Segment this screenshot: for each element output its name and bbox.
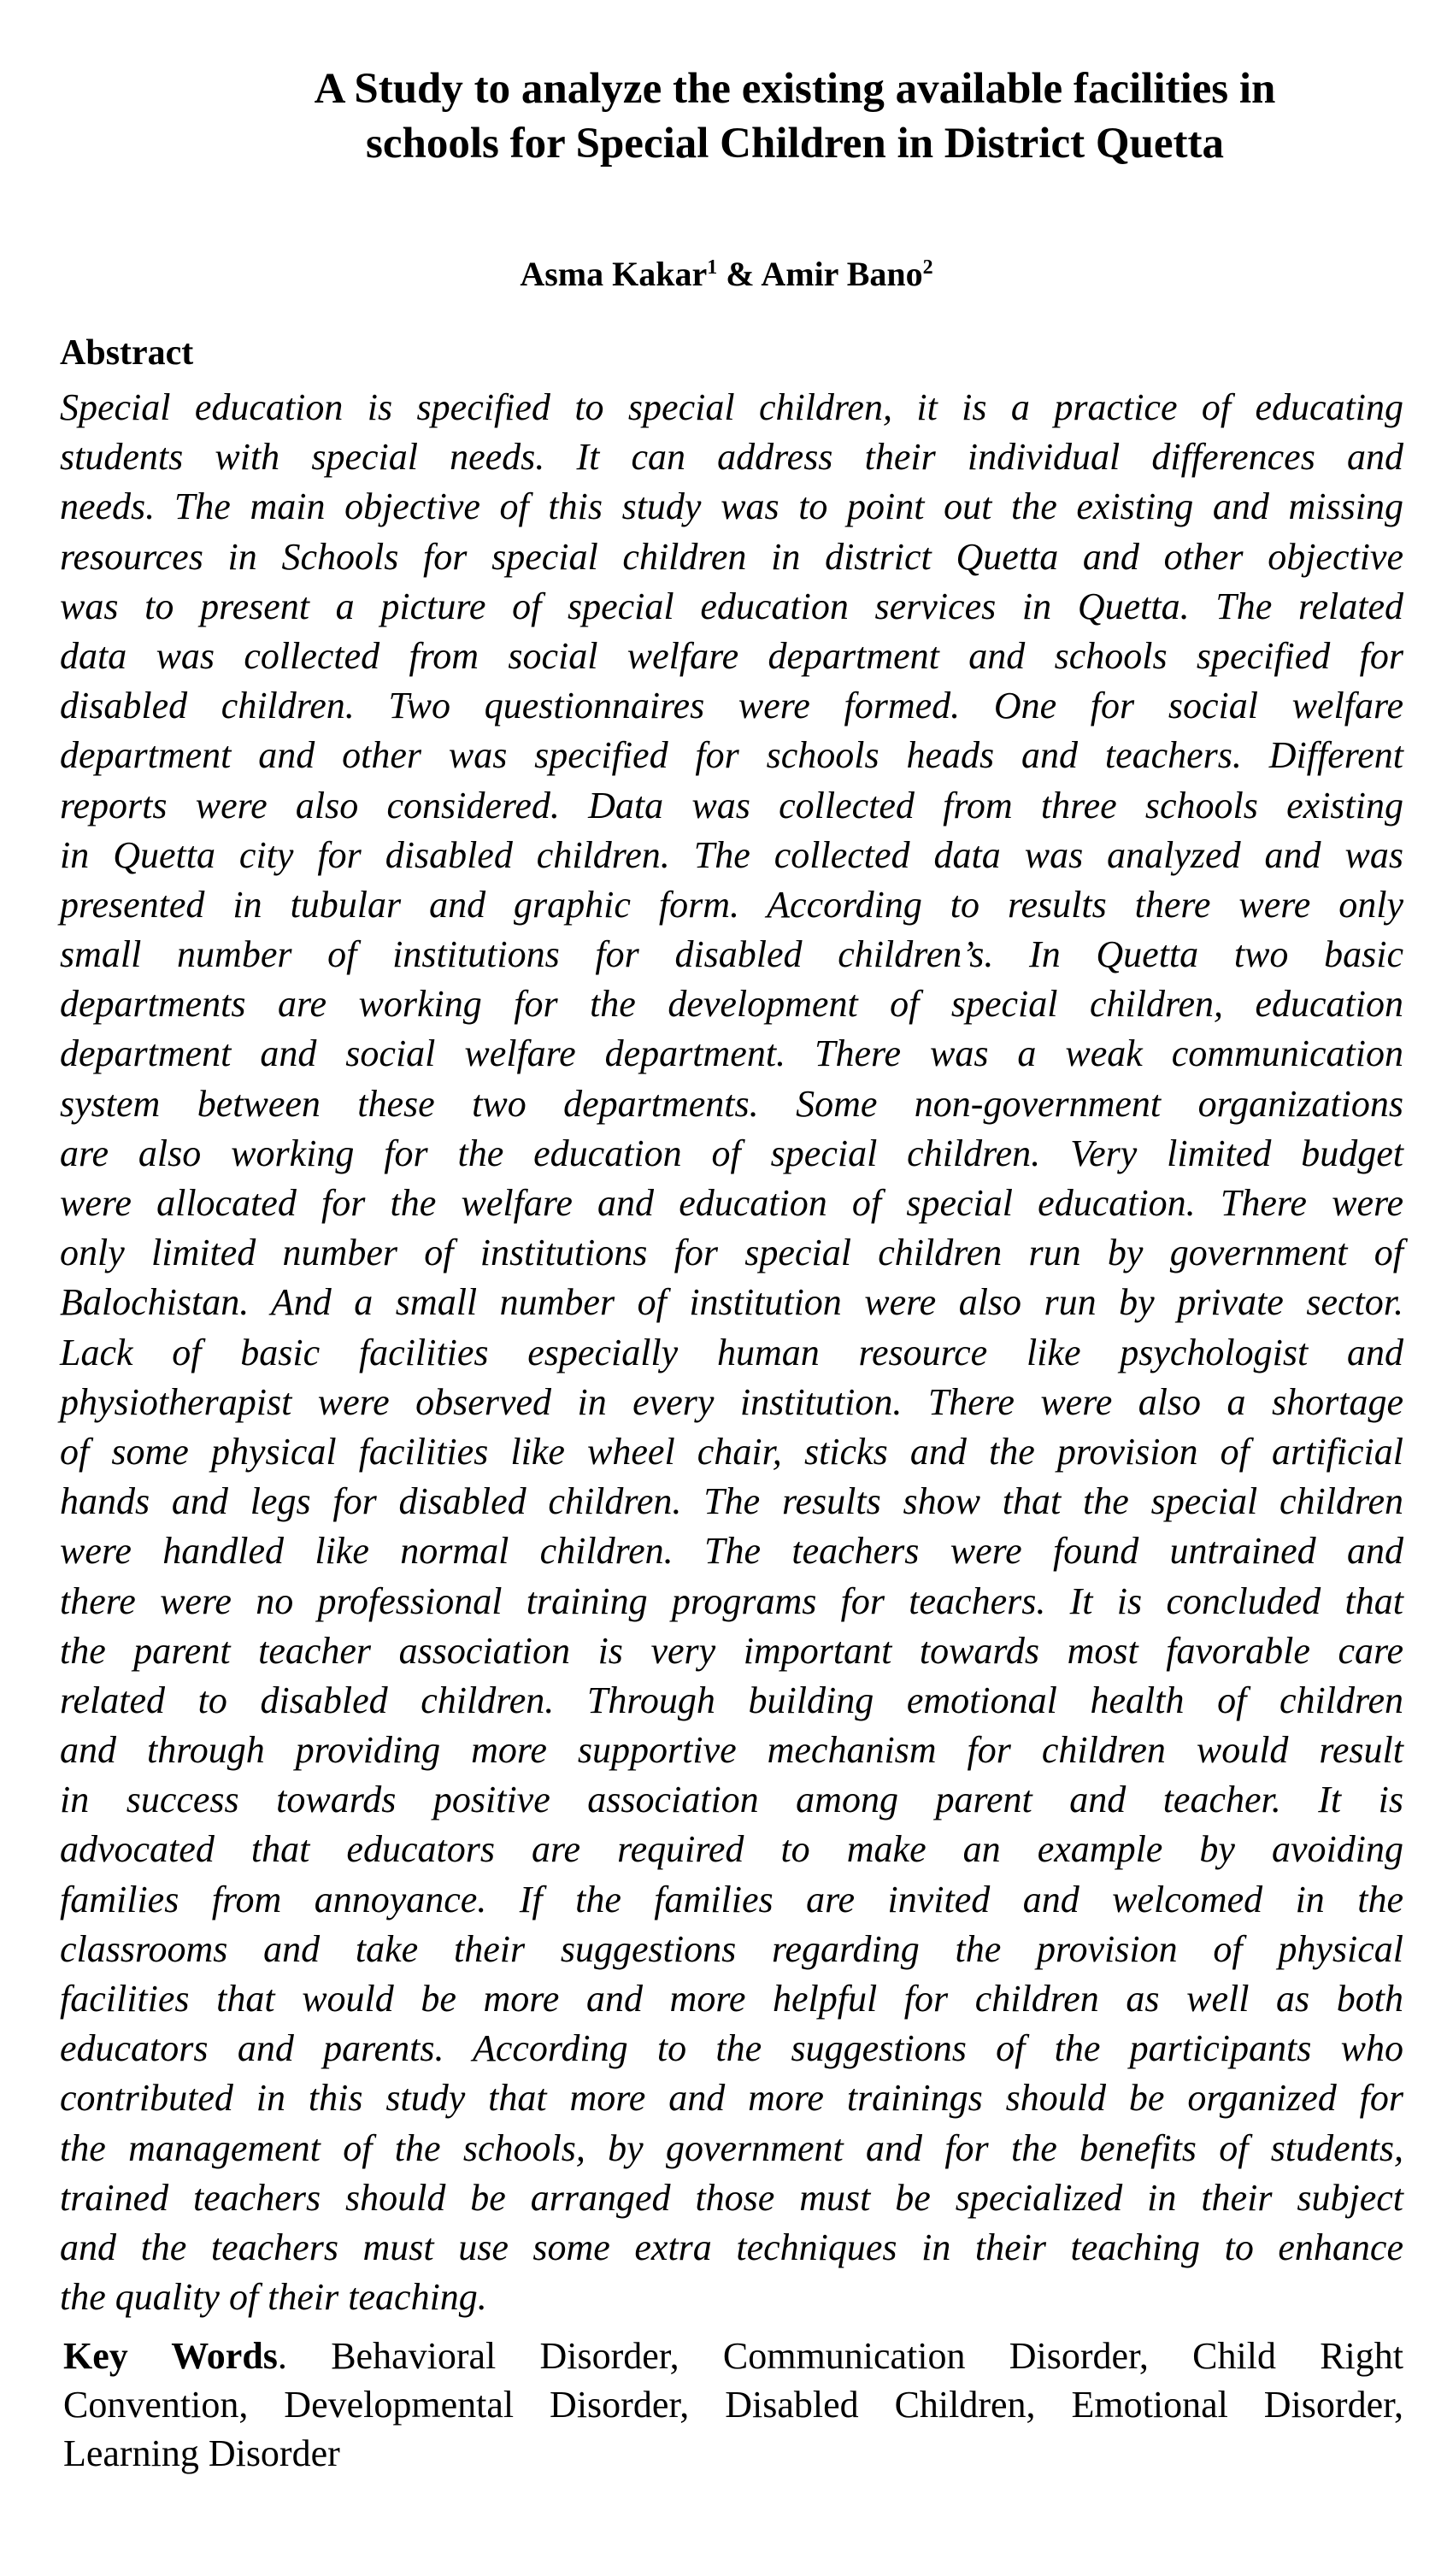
abstract-line: were handled like normal children. The teachers were found untrained and bbox=[60, 1530, 1403, 1573]
abstract-line: in success towards positive association among parent and teacher. It is bbox=[60, 1779, 1403, 1821]
title-line: schools for Special Children in District Quetta bbox=[366, 120, 1224, 168]
paper-title bbox=[171, 62, 1419, 171]
abstract-line: department and social welfare department. There was a weak communication bbox=[60, 1032, 1403, 1075]
author-separator: & bbox=[717, 255, 762, 293]
abstract-line: presented in tubular and graphic form. According to results there were only bbox=[60, 883, 1403, 926]
abstract-line: small number of institutions for disabled children’s. In Quetta two basic bbox=[60, 933, 1403, 976]
abstract-line: educators and parents. According to the suggestions of the participants who bbox=[60, 2027, 1403, 2070]
abstract-line: resources in Schools for special children in district Quetta and other objective bbox=[60, 535, 1403, 578]
author-name: Amir Bano bbox=[761, 255, 923, 293]
keywords-text: Behavioral Disorder, Communication Disorder, Child Right bbox=[331, 2335, 1404, 2377]
abstract-line: of some physical facilities like wheel chair, sticks and the provision of artificial bbox=[60, 1430, 1403, 1473]
abstract-line: Balochistan. And a small number of institution were also run by private sector. bbox=[60, 1281, 1403, 1324]
title-line: A Study to analyze the existing available facilities in bbox=[314, 65, 1276, 113]
abstract-body bbox=[60, 383, 1403, 2322]
abstract-line: needs. The main objective of this study was to point out the existing and missing bbox=[60, 485, 1403, 528]
abstract-line: hands and legs for disabled children. The results show that the special children bbox=[60, 1480, 1403, 1523]
keywords-label: Key Words bbox=[63, 2335, 278, 2377]
abstract-line: families from annoyance. If the families are invited and welcomed in the bbox=[60, 1878, 1403, 1920]
abstract-line: departments are working for the development of special children, education bbox=[60, 983, 1403, 1026]
abstract-line: there were no professional training programs for teachers. It is concluded that bbox=[60, 1579, 1403, 1622]
abstract-line: Special education is specified to special children, it is a practice of educating bbox=[60, 386, 1403, 428]
keywords-line: Learning Disorder bbox=[63, 2432, 340, 2474]
abstract-line: facilities that would be more and more helpful for children as well as both bbox=[60, 1978, 1403, 2020]
abstract-line: data was collected from social welfare department and schools specified for bbox=[60, 634, 1403, 677]
abstract-line: contributed in this study that more and more trainings should be organized for bbox=[60, 2077, 1403, 2120]
abstract-line: in Quetta city for disabled children. The collected data was analyzed and was bbox=[60, 833, 1403, 876]
abstract-line: department and other was specified for schools heads and teachers. Different bbox=[60, 734, 1403, 777]
keywords-section bbox=[63, 2332, 1403, 2478]
abstract-line: and through providing more supportive mechanism for children would result bbox=[60, 1729, 1403, 1772]
abstract-heading: Abstract bbox=[60, 333, 194, 373]
affiliation-mark: 1 bbox=[707, 256, 718, 279]
abstract-line: physiotherapist were observed in every institution. There were also a shortage bbox=[60, 1380, 1403, 1423]
abstract-line: advocated that educators are required to make an example by avoiding bbox=[60, 1828, 1403, 1871]
author-name: Asma Kakar bbox=[520, 255, 708, 293]
abstract-line: are also working for the education of special children. Very limited budget bbox=[60, 1132, 1403, 1174]
abstract-line: the quality of their teaching. bbox=[60, 2276, 487, 2319]
abstract-line: was to present a picture of special education services in Quetta. The related bbox=[60, 585, 1403, 627]
keywords-line bbox=[63, 2332, 1403, 2380]
affiliation-mark: 2 bbox=[922, 256, 933, 279]
abstract-line: related to disabled children. Through building emotional health of children bbox=[60, 1679, 1403, 1721]
abstract-line: system between these two departments. Some non-government organizations bbox=[60, 1082, 1403, 1125]
abstract-line: reports were also considered. Data was collected from three schools existing bbox=[60, 784, 1403, 826]
abstract-line: disabled children. Two questionnaires were formed. One for social welfare bbox=[60, 685, 1403, 727]
abstract-line: were allocated for the welfare and education of special education. There were bbox=[60, 1182, 1403, 1224]
keywords-label-punct: . bbox=[277, 2335, 332, 2377]
abstract-line: classrooms and take their suggestions regarding the provision of physical bbox=[60, 1927, 1403, 1970]
keywords-line: Convention, Developmental Disorder, Disabled Children, Emotional Disorder, bbox=[63, 2384, 1403, 2426]
abstract-line: Lack of basic facilities especially human resource like psychologist and bbox=[60, 1331, 1403, 1373]
author-list bbox=[0, 253, 1453, 296]
abstract-line: the parent teacher association is very important towards most favorable care bbox=[60, 1629, 1403, 1672]
abstract-line: the management of the schools, by government and for the benefits of students, bbox=[60, 2126, 1403, 2169]
abstract-line: and the teachers must use some extra techniques in their teaching to enhance bbox=[60, 2226, 1403, 2268]
abstract-line: only limited number of institutions for special children run by government of bbox=[60, 1232, 1403, 1274]
abstract-line: trained teachers should be arranged those must be specialized in their subject bbox=[60, 2176, 1403, 2219]
abstract-line: students with special needs. It can address their individual differences and bbox=[60, 436, 1403, 479]
